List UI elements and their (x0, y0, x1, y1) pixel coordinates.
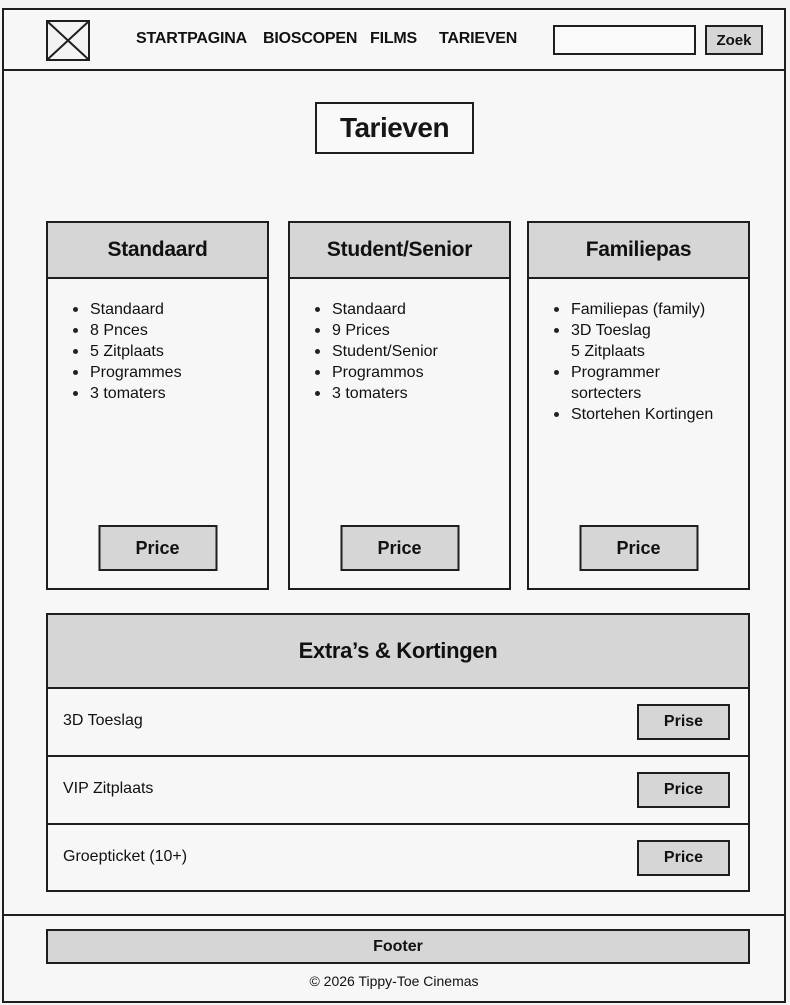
feature-item: 3 tomaters (72, 383, 267, 404)
extras-row (48, 757, 748, 825)
feature-item: Programmer (553, 362, 748, 383)
feature-item: Programmos (314, 362, 509, 383)
search-input[interactable] (553, 25, 696, 55)
nav-item-films[interactable]: FILMS (370, 30, 417, 47)
extras-price-button[interactable]: Prise (637, 704, 730, 740)
feature-item: 3 tomaters (314, 383, 509, 404)
feature-item: Standaard (72, 299, 267, 320)
feature-item: Student/Senior (314, 341, 509, 362)
extras-price-button[interactable]: Price (637, 772, 730, 808)
search-button[interactable]: Zoek (705, 25, 763, 55)
header (4, 10, 784, 71)
price-button[interactable]: Price (340, 525, 459, 571)
nav-item-tarieven[interactable]: TARIEVEN (439, 30, 518, 47)
image-placeholder-icon[interactable] (46, 20, 90, 61)
extras-row (48, 825, 748, 893)
feature-item: 9 Prices (314, 320, 509, 341)
footer-divider (4, 914, 784, 916)
card-feature-list (290, 279, 509, 404)
footer-bar: Footer (46, 929, 750, 964)
feature-item: sortecters (571, 385, 642, 402)
card-title: Standaard (48, 223, 267, 279)
feature-item: Familiepas (family) (553, 299, 748, 320)
tariff-card-standaard (46, 221, 269, 590)
price-button[interactable]: Price (579, 525, 698, 571)
card-feature-list (529, 279, 748, 425)
feature-item: 5 Zitplaats (72, 341, 267, 362)
extras-label: 3D Toeslag (63, 712, 143, 729)
copyright-text: © 2026 Tippy-Toe Cinemas (309, 973, 479, 989)
feature-item: Standaard (314, 299, 509, 320)
feature-item: Stortehen Kortingen (553, 404, 748, 425)
extras-section (46, 613, 750, 892)
card-feature-list (48, 279, 267, 404)
page-frame (2, 8, 786, 1003)
extras-title: Extra’s & Kortingen (48, 615, 748, 689)
tariff-card-familiepas (527, 221, 750, 590)
nav-item-startpagina[interactable]: STARTPAGINA (136, 30, 247, 47)
extras-label: Groepticket (10+) (63, 848, 188, 865)
feature-item: 3D Toeslag (553, 320, 748, 341)
tariff-card-student-senior (288, 221, 511, 590)
extras-label: VIP Zitplaats (63, 780, 154, 797)
feature-item: 5 Zitplaats (571, 343, 645, 360)
feature-item: Programmes (72, 362, 267, 383)
price-button[interactable]: Price (98, 525, 217, 571)
card-title: Student/Senior (290, 223, 509, 279)
extras-price-button[interactable]: Price (637, 840, 730, 876)
card-title: Familiepas (529, 223, 748, 279)
extras-row (48, 689, 748, 757)
nav-item-bioscopen[interactable]: BIOSCOPEN (263, 30, 358, 47)
page-title: Tarieven (315, 102, 474, 154)
feature-item: 8 Pnces (72, 320, 267, 341)
